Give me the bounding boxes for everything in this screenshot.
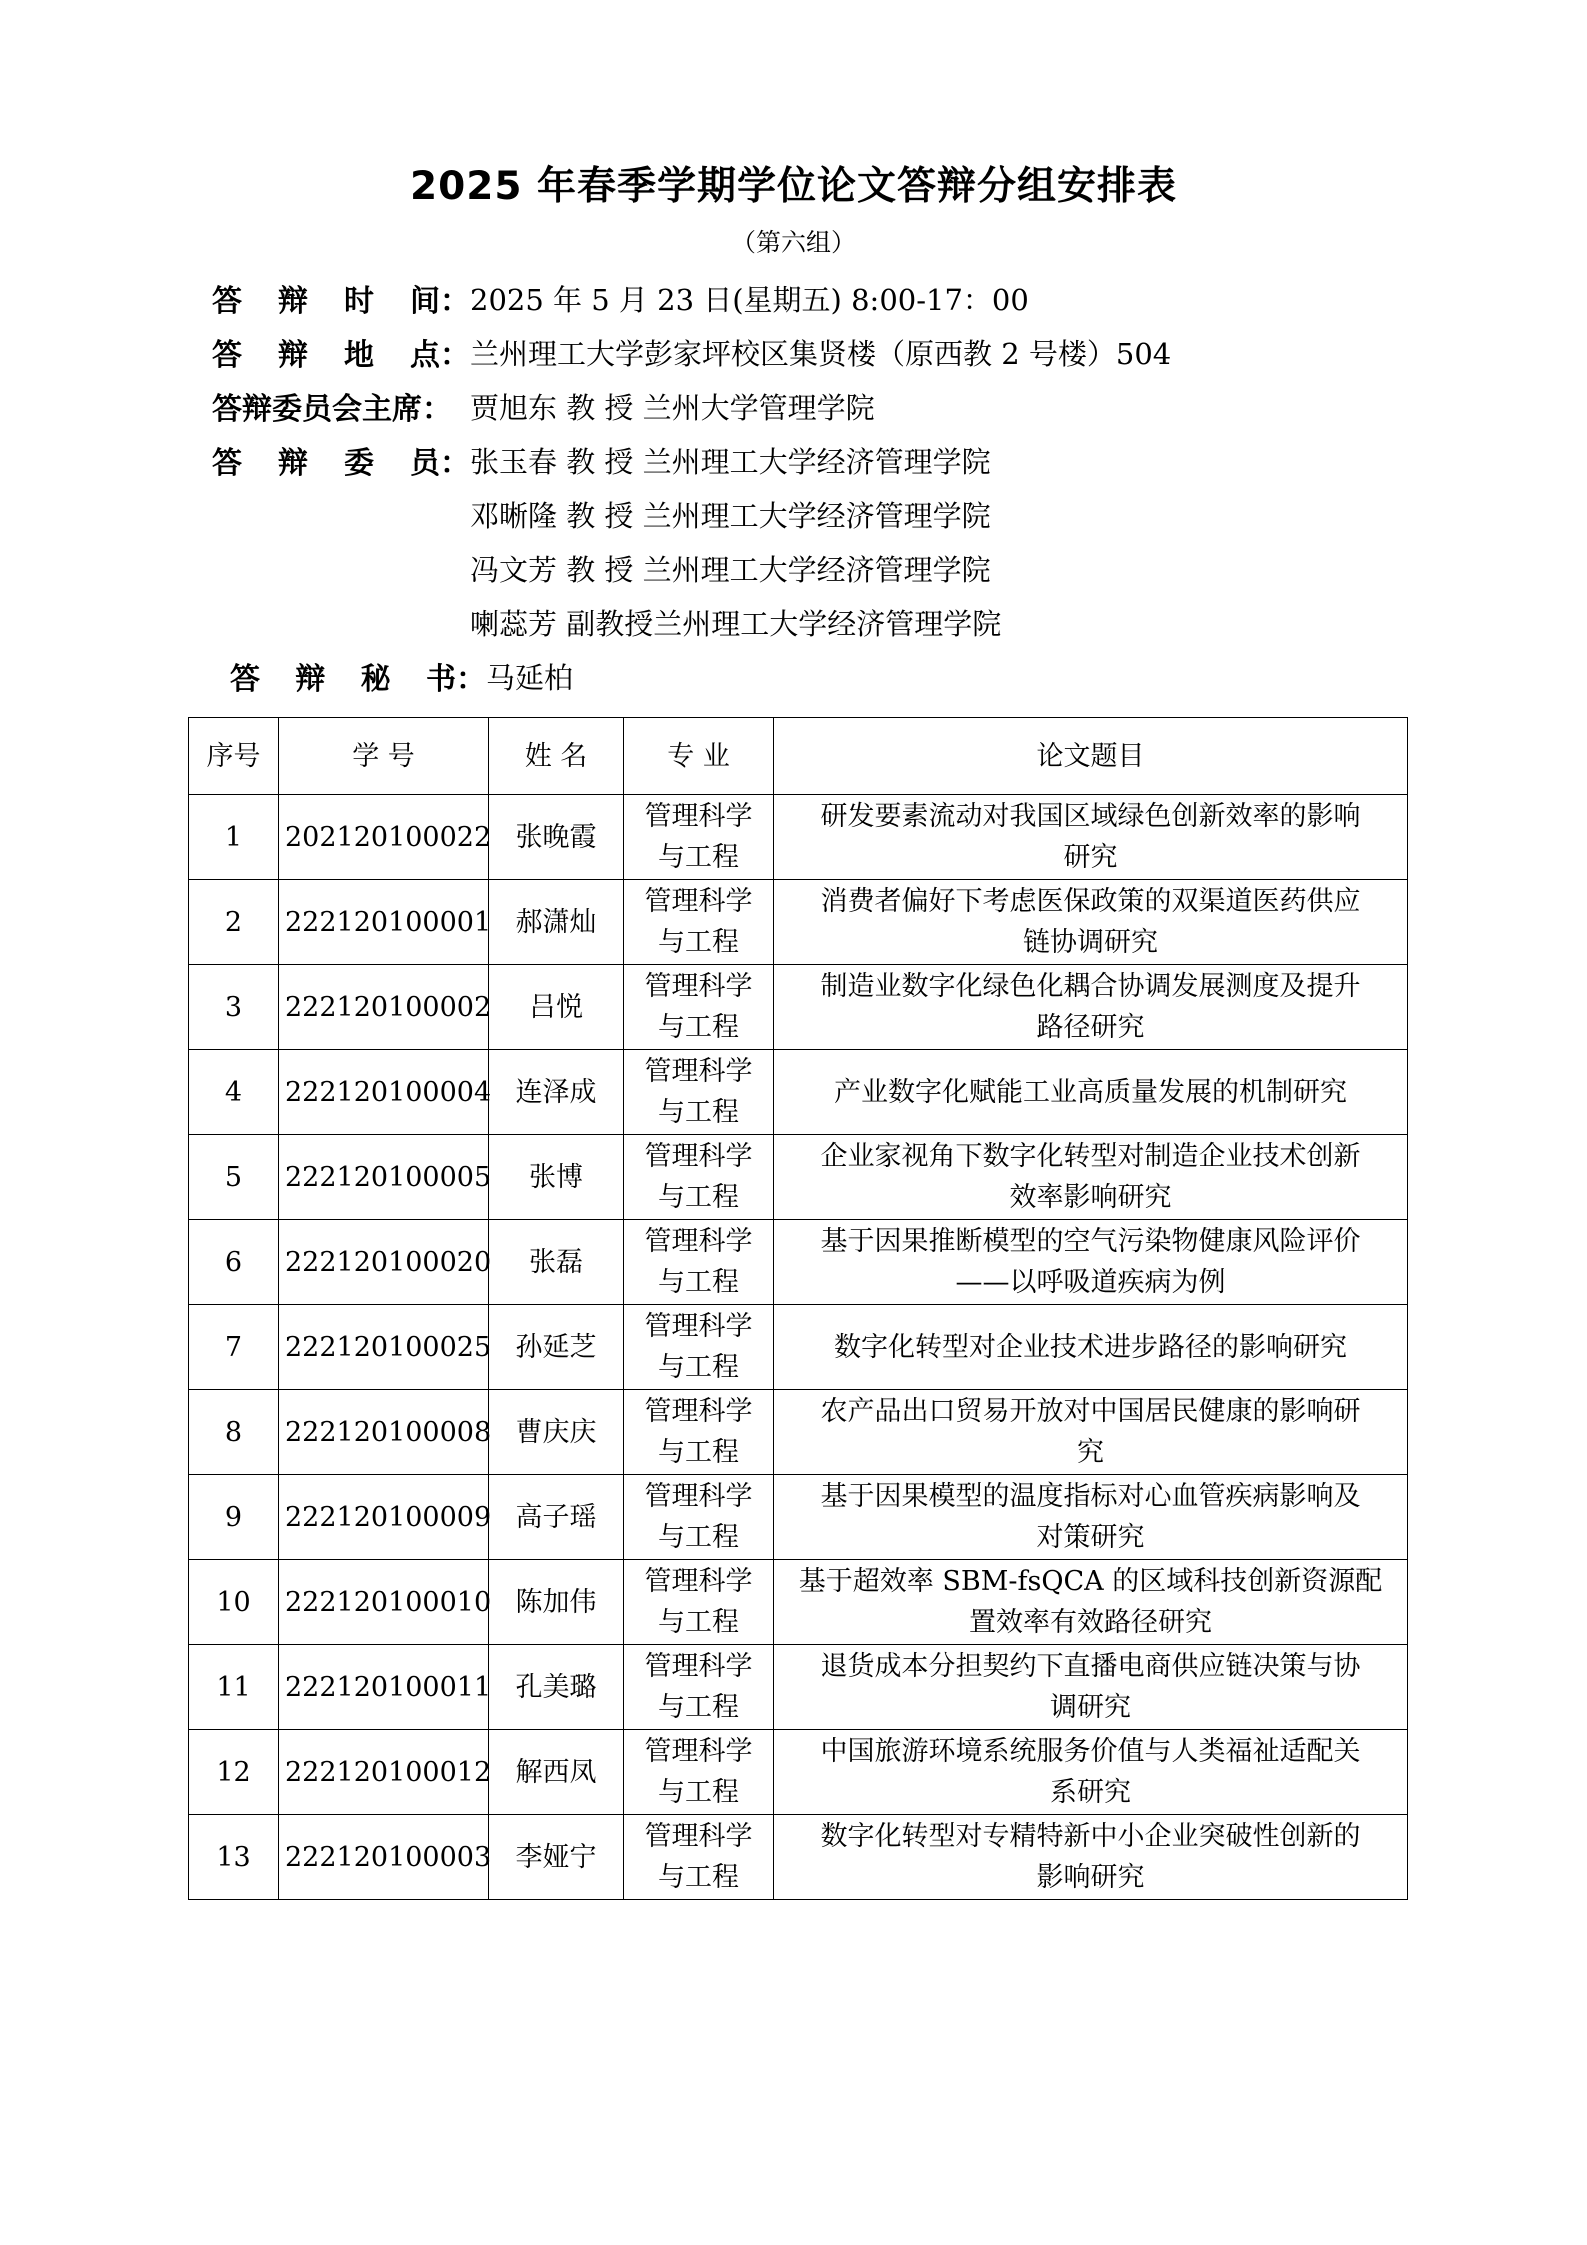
cell-major xyxy=(624,1815,774,1900)
cell-student-id: 222120100005 xyxy=(279,1135,489,1220)
thesis-title-line: 研究 xyxy=(1063,842,1118,873)
table-row xyxy=(189,1220,1408,1305)
cell-index: 7 xyxy=(189,1305,279,1390)
cell-index: 12 xyxy=(189,1730,279,1815)
table-row xyxy=(189,1815,1408,1900)
cell-major xyxy=(624,795,774,880)
thesis-title-line: 路径研究 xyxy=(1036,1012,1145,1043)
major-line: 管理科学 xyxy=(644,1226,753,1257)
thesis-title-line: 农产品出口贸易开放对中国居民健康的影响研 xyxy=(820,1396,1361,1427)
thesis-title-line: 调研究 xyxy=(1050,1692,1131,1723)
thesis-title-line: 中国旅游环境系统服务价值与人类福祉适配关 xyxy=(820,1736,1361,1767)
table-row xyxy=(189,880,1408,965)
cell-thesis-title xyxy=(774,965,1408,1050)
major-line: 与工程 xyxy=(658,1267,739,1298)
cell-name: 吕悦 xyxy=(489,965,624,1050)
thesis-title-line: 对策研究 xyxy=(1036,1522,1145,1553)
cell-student-id: 222120100012 xyxy=(279,1730,489,1815)
major-line: 管理科学 xyxy=(644,971,753,1002)
defense-place-label: 答 辩 地 点： xyxy=(212,338,470,373)
major-line: 与工程 xyxy=(658,1437,739,1468)
table-row xyxy=(189,1475,1408,1560)
table-row xyxy=(189,965,1408,1050)
table-row xyxy=(189,1645,1408,1730)
cell-name: 孔美璐 xyxy=(489,1645,624,1730)
cell-index: 3 xyxy=(189,965,279,1050)
thesis-title-line: 退货成本分担契约下直播电商供应链决策与协 xyxy=(820,1651,1361,1682)
table-row xyxy=(189,1135,1408,1220)
cell-student-id: 222120100001 xyxy=(279,880,489,965)
thesis-title-line: 影响研究 xyxy=(1036,1862,1145,1893)
cell-thesis-title xyxy=(774,1645,1408,1730)
major-line: 与工程 xyxy=(658,1012,739,1043)
cell-student-id: 222120100010 xyxy=(279,1560,489,1645)
defense-schedule-table xyxy=(188,717,1408,1900)
cell-major xyxy=(624,880,774,965)
major-line: 与工程 xyxy=(658,1777,739,1808)
major-line: 管理科学 xyxy=(644,1566,753,1597)
thesis-title-line: 制造业数字化绿色化耦合协调发展测度及提升 xyxy=(820,971,1361,1002)
committee-members-row xyxy=(212,438,991,482)
major-line: 管理科学 xyxy=(644,1396,753,1427)
defense-place-row xyxy=(212,330,1171,374)
cell-thesis-title xyxy=(774,880,1408,965)
table-row xyxy=(189,1730,1408,1815)
cell-major xyxy=(624,1560,774,1645)
cell-major xyxy=(624,1390,774,1475)
secretary-label: 答 辩 秘 书： xyxy=(230,662,486,697)
cell-student-id: 222120100008 xyxy=(279,1390,489,1475)
major-line: 与工程 xyxy=(658,1522,739,1553)
major-line: 管理科学 xyxy=(644,1056,753,1087)
cell-thesis-title xyxy=(774,1390,1408,1475)
major-line: 与工程 xyxy=(658,1692,739,1723)
thesis-title-line: 基于因果推断模型的空气污染物健康风险评价 xyxy=(820,1226,1361,1257)
cell-name: 李娅宁 xyxy=(489,1815,624,1900)
cell-student-id: 222120100020 xyxy=(279,1220,489,1305)
cell-index: 6 xyxy=(189,1220,279,1305)
cell-thesis-title xyxy=(774,1220,1408,1305)
major-line: 管理科学 xyxy=(644,1821,753,1852)
thesis-title-line: 研发要素流动对我国区域绿色创新效率的影响 xyxy=(820,801,1361,832)
cell-name: 高子瑶 xyxy=(489,1475,624,1560)
cell-index: 2 xyxy=(189,880,279,965)
major-line: 管理科学 xyxy=(644,1141,753,1172)
cell-major xyxy=(624,1050,774,1135)
cell-index: 13 xyxy=(189,1815,279,1900)
committee-chair-value: 贾旭东 教 授 兰州大学管理学院 xyxy=(470,390,875,425)
table-row xyxy=(189,1305,1408,1390)
thesis-title-line: 产业数字化赋能工业高质量发展的机制研究 xyxy=(834,1076,1347,1108)
major-line: 与工程 xyxy=(658,1862,739,1893)
committee-member: 冯文芳 教 授 兰州理工大学经济管理学院 xyxy=(470,552,991,587)
cell-thesis-title xyxy=(774,1560,1408,1645)
cell-major xyxy=(624,965,774,1050)
page-subtitle: （第六组） xyxy=(730,228,856,257)
defense-time-row xyxy=(212,276,1029,320)
cell-major xyxy=(624,1305,774,1390)
secretary-value: 马延柏 xyxy=(486,660,574,695)
major-line: 管理科学 xyxy=(644,1311,753,1342)
thesis-title-line: 企业家视角下数字化转型对制造企业技术创新 xyxy=(820,1141,1361,1172)
thesis-title-line: ——以呼吸道疾病为例 xyxy=(955,1267,1226,1298)
cell-name: 张博 xyxy=(489,1135,624,1220)
cell-student-id: 222120100003 xyxy=(279,1815,489,1900)
thesis-title-line: 数字化转型对企业技术进步路径的影响研究 xyxy=(834,1331,1347,1363)
cell-thesis-title xyxy=(774,1475,1408,1560)
table-row xyxy=(189,1390,1408,1475)
cell-thesis-title xyxy=(774,1135,1408,1220)
major-line: 与工程 xyxy=(658,927,739,958)
table-row xyxy=(189,795,1408,880)
cell-name: 曹庆庆 xyxy=(489,1390,624,1475)
thesis-title-line: 基于超效率 SBM-fsQCA 的区域科技创新资源配 xyxy=(798,1566,1383,1597)
cell-name: 陈加伟 xyxy=(489,1560,624,1645)
major-line: 管理科学 xyxy=(644,886,753,917)
cell-student-id: 222120100002 xyxy=(279,965,489,1050)
cell-major xyxy=(624,1135,774,1220)
defense-place-value: 兰州理工大学彭家坪校区集贤楼（原西教 2 号楼）504 xyxy=(470,336,1172,371)
table-body xyxy=(189,795,1408,1900)
cell-index: 4 xyxy=(189,1050,279,1135)
cell-student-id: 222120100004 xyxy=(279,1050,489,1135)
cell-index: 11 xyxy=(189,1645,279,1730)
major-line: 与工程 xyxy=(658,1607,739,1638)
table-header-row xyxy=(189,718,1408,795)
major-line: 管理科学 xyxy=(644,801,753,832)
major-line: 与工程 xyxy=(658,842,739,873)
page-title: 2025 年春季学期学位论文答辩分组安排表 xyxy=(409,164,1178,209)
cell-name: 解西凤 xyxy=(489,1730,624,1815)
cell-index: 10 xyxy=(189,1560,279,1645)
cell-name: 张晚霞 xyxy=(489,795,624,880)
cell-thesis-title xyxy=(774,1050,1408,1135)
secretary-row xyxy=(230,654,573,698)
thesis-title-line: 链协调研究 xyxy=(1023,927,1158,958)
cell-thesis-title xyxy=(774,1730,1408,1815)
header-thesis-title: 论文题目 xyxy=(774,718,1408,795)
cell-thesis-title xyxy=(774,1305,1408,1390)
cell-name: 郝潇灿 xyxy=(489,880,624,965)
major-line: 管理科学 xyxy=(644,1736,753,1767)
major-line: 管理科学 xyxy=(644,1651,753,1682)
major-line: 管理科学 xyxy=(644,1481,753,1512)
committee-chair-row xyxy=(212,384,875,428)
header-name: 姓 名 xyxy=(489,718,624,795)
cell-name: 连泽成 xyxy=(489,1050,624,1135)
cell-thesis-title xyxy=(774,795,1408,880)
thesis-title-line: 系研究 xyxy=(1050,1777,1131,1808)
major-line: 与工程 xyxy=(658,1097,739,1128)
defense-time-value: 2025 年 5 月 23 日(星期五) 8:00-17：00 xyxy=(470,282,1029,317)
thesis-title-line: 消费者偏好下考虑医保政策的双渠道医药供应 xyxy=(820,886,1361,917)
cell-major xyxy=(624,1645,774,1730)
committee-member: 张玉春 教 授 兰州理工大学经济管理学院 xyxy=(470,444,991,479)
thesis-title-line: 效率影响研究 xyxy=(1009,1182,1172,1213)
committee-member: 喇蕊芳 副教授兰州理工大学经济管理学院 xyxy=(470,606,1002,641)
defense-time-label: 答 辩 时 间： xyxy=(212,284,470,319)
major-line: 与工程 xyxy=(658,1182,739,1213)
table-row xyxy=(189,1560,1408,1645)
committee-chair-label: 答辩委员会主席： xyxy=(212,392,452,427)
cell-index: 1 xyxy=(189,795,279,880)
cell-name: 孙延芝 xyxy=(489,1305,624,1390)
cell-student-id: 202120100022 xyxy=(279,795,489,880)
major-line: 与工程 xyxy=(658,1352,739,1383)
header-student-id: 学 号 xyxy=(279,718,489,795)
cell-index: 5 xyxy=(189,1135,279,1220)
thesis-title-line: 置效率有效路径研究 xyxy=(969,1607,1212,1638)
cell-name: 张磊 xyxy=(489,1220,624,1305)
cell-index: 9 xyxy=(189,1475,279,1560)
thesis-title-line: 数字化转型对专精特新中小企业突破性创新的 xyxy=(820,1821,1361,1852)
committee-member: 邓晰隆 教 授 兰州理工大学经济管理学院 xyxy=(470,498,991,533)
cell-major xyxy=(624,1730,774,1815)
cell-student-id: 222120100025 xyxy=(279,1305,489,1390)
cell-student-id: 222120100011 xyxy=(279,1645,489,1730)
cell-index: 8 xyxy=(189,1390,279,1475)
cell-student-id: 222120100009 xyxy=(279,1475,489,1560)
thesis-title-line: 基于因果模型的温度指标对心血管疾病影响及 xyxy=(820,1481,1361,1512)
cell-thesis-title xyxy=(774,1815,1408,1900)
header-index: 序号 xyxy=(189,718,279,795)
header-major: 专 业 xyxy=(624,718,774,795)
cell-major xyxy=(624,1475,774,1560)
thesis-title-line: 究 xyxy=(1077,1437,1104,1468)
table-row xyxy=(189,1050,1408,1135)
cell-major xyxy=(624,1220,774,1305)
committee-members-label: 答 辩 委 员： xyxy=(212,446,470,481)
